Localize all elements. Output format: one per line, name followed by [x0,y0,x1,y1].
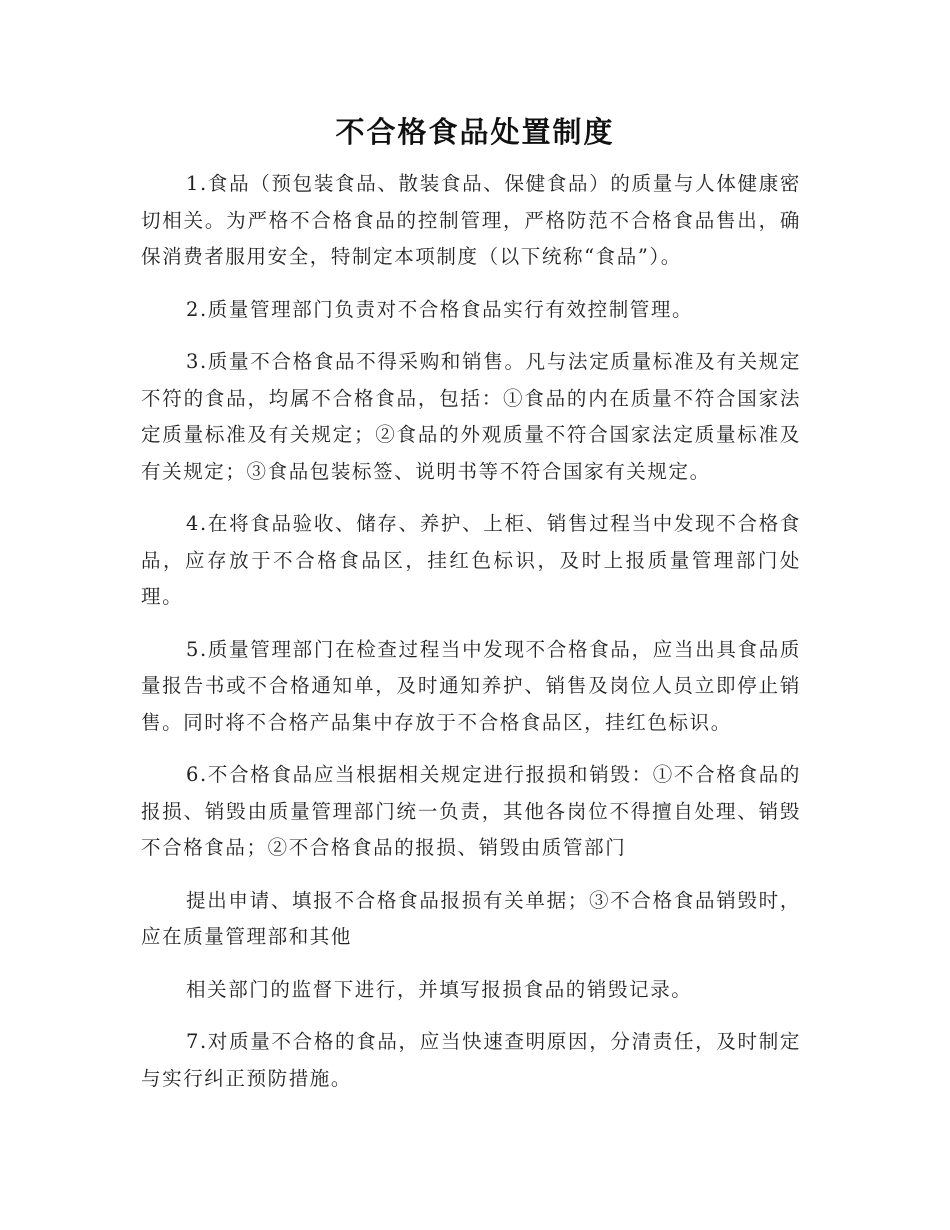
paragraph-gap [141,1008,801,1024]
paragraph-6: 6.不合格食品应当根据相关规定进行报损和销毁：①不合格食品的报损、销毁由质量管理部门统一负责，其他各岗位不得擅自处理、销毁不合格食品；②不合格食品的报损、销毁由质管部门 [141,763,801,859]
document-title: 不合格食品处置制度 [335,115,615,149]
paragraph-gap [141,956,801,972]
paragraph-gap [141,276,801,292]
document-body [141,166,801,1097]
paragraph-2: 2.质量管理部门负责对不合格食品实行有效控制管理。 [186,297,694,321]
paragraph-3: 3.质量不合格食品不得采购和销售。凡与法定质量标准及有关规定不符的食品，均属不合格食品，包括：①食品的内在质量不符合国家法定质量标准及有关规定；②食品的外观质量不符合国家法定质量标准及有关规定；③食品包装标签、说明书等不符合国家有关规定。 [141,350,801,483]
paragraph-gap [141,490,801,506]
paragraph-gap [141,867,801,883]
paragraph-4: 4.在将食品验收、储存、养护、上柜、销售过程当中发现不合格食品，应存放于不合格食品区，挂红色标识，及时上报质量管理部门处理。 [141,512,801,608]
paragraph-6-end: 相关部门的监督下进行，并填写报损食品的销毁记录。 [186,977,693,1001]
paragraph-gap [141,616,801,632]
paragraph-gap [141,741,801,757]
paragraph-7: 7.对质量不合格的食品，应当快速查明原因，分清责任，及时制定与实行纠正预防措施。 [141,1030,801,1090]
paragraph-5: 5.质量管理部门在检查过程当中发现不合格食品，应当出具食品质量报告书或不合格通知单，及时通知养护、销售及岗位人员立即停止销售。同时将不合格产品集中存放于不合格食品区，挂红色标识。 [141,637,801,734]
paragraph-1: 1.食品（预包装食品、散装食品、保健食品）的质量与人体健康密切相关。为严格不合格食品的控制管理，严格防范不合格食品售出，确保消费者服用安全，特制定本项制度（以下统称“食品”）。 [141,172,801,268]
paragraph-gap [141,328,801,344]
paragraph-6-continued: 提出申请、填报不合格食品报损有关单据；③不合格食品销毁时，应在质量管理部和其他 [141,888,801,948]
